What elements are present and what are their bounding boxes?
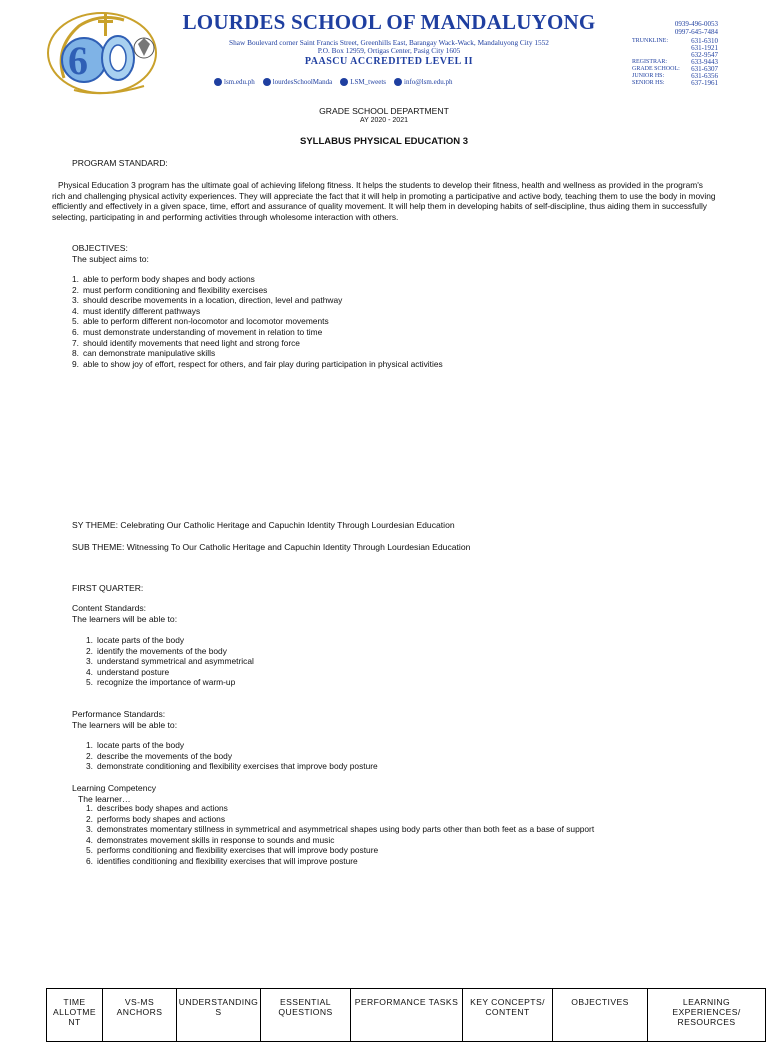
- performance-standards-list: [86, 740, 378, 772]
- twitter-icon: [340, 78, 348, 86]
- list-item: [86, 740, 378, 751]
- department-title: GRADE SCHOOL DEPARTMENT: [319, 106, 449, 116]
- list-item: [72, 359, 443, 370]
- list-item: [72, 274, 443, 285]
- list-item-text: demonstrate conditioning and flexibility exercises that improve body posture: [97, 761, 378, 772]
- content-standards-intro: The learners will be able to:: [72, 614, 178, 624]
- program-standard-text: [52, 180, 716, 222]
- list-item-text: understand posture: [97, 666, 170, 677]
- mobile-numbers: [632, 20, 718, 36]
- list-item-text: should describe movements in a location, direction, level and pathway: [83, 295, 343, 306]
- school-name: LOURDES SCHOOL OF MANDALUYONG: [182, 10, 596, 34]
- performance-standards-label: Performance Standards:: [72, 709, 166, 719]
- list-item-number: 1.: [72, 274, 79, 284]
- list-item-number: 6.: [72, 326, 79, 337]
- contact-number: 633-9443: [691, 58, 718, 66]
- contact-row: [632, 80, 718, 87]
- list-item: [86, 856, 594, 867]
- list-item-text: describe the movements of the body: [97, 750, 233, 761]
- content-standards-label: Content Standards:: [72, 603, 147, 613]
- objectives-list: [72, 274, 443, 369]
- list-item-number: 5.: [86, 845, 93, 856]
- list-item: [86, 667, 254, 678]
- list-item-text: recognize the importance of warm-up: [97, 677, 236, 688]
- learning-competency-label: Learning Competency: [72, 783, 157, 793]
- facebook-icon: [263, 78, 271, 86]
- list-item: [86, 845, 594, 856]
- list-item-number: 4.: [86, 666, 93, 677]
- syllabus-title: SYLLABUS PHYSICAL EDUCATION 3: [299, 136, 469, 147]
- list-item: [86, 824, 594, 835]
- social-links: [214, 78, 544, 86]
- contact-number: 631-6310: [691, 37, 718, 45]
- sub-theme: SUB THEME: Witnessing To Our Catholic Heritage and Capuchin Identity Through Lourdesian Education: [72, 542, 471, 552]
- list-item-text: locate parts of the body: [97, 635, 185, 645]
- table-header-cell: LEARNING EXPERIENCES/ RESOURCES: [648, 989, 766, 1042]
- list-item-text: understand symmetrical and asymmetrical: [97, 656, 254, 667]
- list-item-number: 3.: [86, 761, 93, 772]
- contact-number: 637-1961: [691, 79, 718, 87]
- sy-theme: SY THEME: Celebrating Our Catholic Heritage and Capuchin Identity Through Lourdesian Education: [72, 520, 455, 530]
- list-item: [72, 306, 443, 317]
- contact-number: 632-9547: [691, 51, 718, 59]
- list-item: [86, 814, 594, 825]
- list-item: [86, 761, 378, 772]
- email-label: info@lsm.edu.ph: [404, 78, 453, 86]
- list-item: [86, 751, 378, 762]
- first-quarter-label: FIRST QUARTER:: [72, 583, 144, 593]
- contact-label: TRUNKLINE:: [632, 38, 668, 44]
- accreditation-label: PAASCU ACCREDITED LEVEL II: [304, 56, 474, 67]
- learning-competency-list: [86, 803, 594, 867]
- list-item-number: 2.: [86, 645, 93, 656]
- contact-number: 631-6307: [691, 65, 718, 73]
- list-item-text: able to show joy of effort, respect for others, and fair play during participation in physical activities: [83, 358, 443, 369]
- list-item-text: should identify movements that need light and strong force: [83, 337, 300, 348]
- list-item: [72, 338, 443, 349]
- list-item-text: can demonstrate manipulative skills: [83, 348, 216, 359]
- table-header-cell: VS-MS ANCHORS: [103, 989, 177, 1042]
- list-item-number: 2.: [72, 284, 79, 295]
- list-item: [72, 348, 443, 359]
- list-item-number: 1.: [86, 740, 93, 750]
- website-link[interactable]: [214, 78, 255, 86]
- email-icon: [394, 78, 402, 86]
- list-item: [72, 316, 443, 327]
- program-standard-paragraph: Physical Education 3 program has the ultimate goal of achieving lifelong fitness. It helps the students to develop their fitness, health and wellness as provided in the program's rich and challenging physical activity experiences. They will appreciate the fact that it will help in promoting a participative and active body, teaching them to use the body in moving efficiently and effectively in a given space, time, effort and assurance of quality movement. It will help them in developing habits of self-discipline, thus aiding them in successfully selecting, participating in and performing activities through wholesome interaction with others.: [52, 180, 716, 222]
- list-item: [72, 285, 443, 296]
- school-logo: [44, 8, 168, 98]
- learning-competency-intro: The learner…: [78, 794, 131, 804]
- list-item-text: identifies conditioning and flexibility exercises that will improve posture: [97, 855, 358, 866]
- list-item-text: demonstrates movement skills in response to sounds and music: [97, 834, 335, 845]
- school-address-line1: Shaw Boulevard corner Saint Francis Street, Greenhills East, Barangay Wack-Wack, Mandaluyong City 1552: [229, 38, 549, 47]
- list-item-text: performs body shapes and actions: [97, 813, 226, 824]
- table-header-cell: KEY CONCEPTS/ CONTENT: [463, 989, 553, 1042]
- svg-text:6: 6: [68, 38, 88, 83]
- table-header-cell: OBJECTIVES: [553, 989, 648, 1042]
- list-item: [86, 677, 254, 688]
- list-item-number: 5.: [86, 677, 93, 688]
- objectives-label: OBJECTIVES:: [72, 243, 128, 253]
- website-label: lsm.edu.ph: [224, 78, 255, 86]
- contact-label: SENIOR HS:: [632, 80, 665, 86]
- list-item-text: identify the movements of the body: [97, 645, 227, 656]
- list-item: [86, 656, 254, 667]
- list-item-text: must demonstrate understanding of movement in relation to time: [83, 326, 323, 337]
- list-item-text: must perform conditioning and flexibility exercises: [83, 284, 268, 295]
- list-item-number: 2.: [86, 750, 93, 761]
- list-item: [86, 803, 594, 814]
- list-item: [72, 295, 443, 306]
- list-item: [86, 635, 254, 646]
- list-item: [86, 646, 254, 657]
- list-item-number: 1.: [86, 803, 93, 813]
- list-item-number: 4.: [86, 834, 93, 845]
- list-item-text: describes body shapes and actions: [97, 803, 228, 813]
- program-standard-label: PROGRAM STANDARD:: [72, 158, 168, 168]
- facebook-link[interactable]: [263, 78, 333, 86]
- table-header-cell: TIME ALLOTME NT: [47, 989, 103, 1042]
- contact-numbers: [632, 38, 718, 87]
- contact-label: GRADE SCHOOL:: [632, 66, 680, 72]
- list-item-number: 9.: [72, 358, 79, 369]
- list-item-text: must identify different pathways: [83, 305, 201, 316]
- email-link[interactable]: [394, 78, 452, 86]
- list-item-number: 6.: [86, 855, 93, 866]
- twitter-link[interactable]: [340, 78, 386, 86]
- list-item-number: 8.: [72, 348, 79, 359]
- contact-number: 631-6356: [691, 72, 718, 80]
- list-item-number: 5.: [72, 316, 79, 327]
- school-address-line2: P.O. Box 12959, Ortigas Center, Pasig City 1605: [317, 46, 461, 55]
- list-item-number: 4.: [72, 305, 79, 316]
- list-item-text: able to perform different non-locomotor and locomotor movements: [83, 316, 329, 327]
- facebook-label: lourdesSchoolManda: [272, 78, 333, 86]
- content-standards-list: [86, 635, 254, 688]
- table-header-cell: UNDERSTANDING S: [177, 989, 261, 1042]
- contact-label: JUNIOR HS:: [632, 73, 665, 79]
- list-item-text: demonstrates momentary stillness in symmetrical and asymmetrical shapes using body parts other than both feet as a base of support: [97, 824, 595, 835]
- list-item-text: performs conditioning and flexibility exercises that will improve body posture: [97, 845, 379, 856]
- list-item: [72, 327, 443, 338]
- list-item-text: able to perform body shapes and body actions: [83, 274, 255, 284]
- academic-year: AY 2020 - 2021: [359, 117, 408, 124]
- contact-number: 631-1921: [691, 44, 718, 52]
- table-header-cell: ESSENTIAL QUESTIONS: [261, 989, 351, 1042]
- twitter-label: LSM_tweets: [350, 78, 387, 86]
- list-item-number: 3.: [86, 656, 93, 667]
- list-item-number: 7.: [72, 337, 79, 348]
- list-item: [86, 835, 594, 846]
- table-header-cell: PERFORMANCE TASKS: [351, 989, 463, 1042]
- list-item-number: 3.: [72, 295, 79, 306]
- syllabus-table: [46, 988, 766, 1042]
- mobile-number: 0997-645-7484: [674, 28, 718, 36]
- contact-label: REGISTRAR:: [632, 59, 668, 65]
- performance-standards-intro: The learners will be able to:: [72, 720, 178, 730]
- list-item-number: 3.: [86, 824, 93, 835]
- mobile-number: 0939-496-0053: [674, 20, 718, 28]
- objectives-intro: The subject aims to:: [72, 254, 149, 264]
- list-item-text: locate parts of the body: [97, 740, 185, 750]
- table-header-row: [47, 989, 766, 1042]
- list-item-number: 1.: [86, 635, 93, 645]
- globe-icon: [214, 78, 222, 86]
- list-item-number: 2.: [86, 813, 93, 824]
